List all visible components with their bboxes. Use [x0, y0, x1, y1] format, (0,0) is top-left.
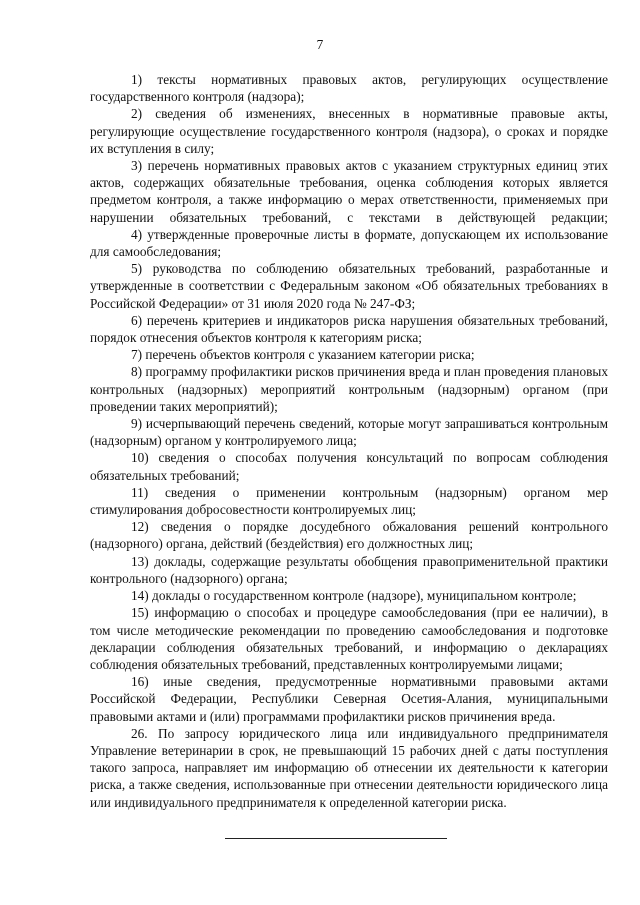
list-item: 9) исчерпывающий перечень сведений, которые могут запрашиваться контрольным (надзорным) органом у контролируемого лица; — [90, 416, 608, 449]
list-item: 5) руководства по соблюдению обязательных требований, разработанные и утвержденные в соответствии с Федеральным законом «Об обязательных требованиях в Российской Федерации» от 31 июля 2020 года № 247-ФЗ; — [90, 261, 608, 311]
list-item: 10) сведения о способах получения консультаций по вопросам соблюдения обязательных требований; — [90, 450, 608, 483]
list-item: 6) перечень критериев и индикаторов риска нарушения обязательных требований, порядок отнесения объектов контроля к категориям риска; — [90, 312, 608, 346]
list-item: 14) доклады о государственном контроле (надзоре), муниципальном контроле; — [131, 588, 577, 604]
list-item: 11) сведения о применении контрольным (надзорным) органом мер стимулирования добросовестности контролируемых лиц; — [90, 484, 608, 518]
list-item: 4) утвержденные проверочные листы в формате, допускающем их использование для самообследования; — [90, 226, 608, 260]
body-text — [90, 71, 608, 811]
list-item: 15) информацию о способах и процедуре самообследования (при ее наличии), в том числе методические рекомендации по проведению самообследования и подготовке декларации соблюдения обязательных требований, и информацию о декларациях соблюдения обязательных требований, представленных контролируемыми лицами; — [90, 605, 608, 672]
clause-26: 26. По запросу юридического лица или индивидуального предпринимателя Управление ветеринарии в срок, не превышающий 15 рабочих дней с даты поступления такого запроса, направляет им информацию об отнесении их деятельности к категории риска, а также сведения, использованные при отнесении деятельности юридического лица или индивидуального предпринимателя к определенной категории риска. — [90, 725, 608, 810]
end-divider — [225, 838, 447, 839]
list-item: 1) тексты нормативных правовых актов, регулирующих осуществление государственного контроля (надзора); — [90, 72, 608, 105]
list-item: 3) перечень нормативных правовых актов с указанием структурных единиц этих актов, содержащих обязательные требования, оценка соблюдения которых является предметом контроля, а также информацию о мерах ответственности, применяемых при нарушении обязательных требований, с текстами в действующей редакции; — [90, 158, 608, 225]
list-item: 7) перечень объектов контроля с указанием категории риска; — [131, 347, 475, 363]
list-item: 2) сведения об изменениях, внесенных в нормативные правовые акты, регулирующие осуществление государственного контроля (надзора), о сроках и порядке их вступления в силу; — [90, 106, 608, 156]
page-number: 7 — [316, 37, 324, 52]
list-item: 8) программу профилактики рисков причинения вреда и план проведения плановых контрольных (надзорных) мероприятий контрольным (надзорным) органом (при проведении таких мероприятий); — [90, 364, 608, 414]
list-item: 16) иные сведения, предусмотренные нормативными правовыми актами Российской Федерации, Республики Северная Осетия-Алания, муниципальными правовыми актами и (или) программами профилактики рисков причинения вреда. — [90, 674, 608, 724]
list-item: 13) доклады, содержащие результаты обобщения правоприменительной практики контрольного (надзорного) органа; — [90, 553, 608, 586]
list-item: 12) сведения о порядке досудебного обжалования решений контрольного (надзорного) органа, действий (бездействия) его должностных лиц; — [90, 519, 608, 552]
